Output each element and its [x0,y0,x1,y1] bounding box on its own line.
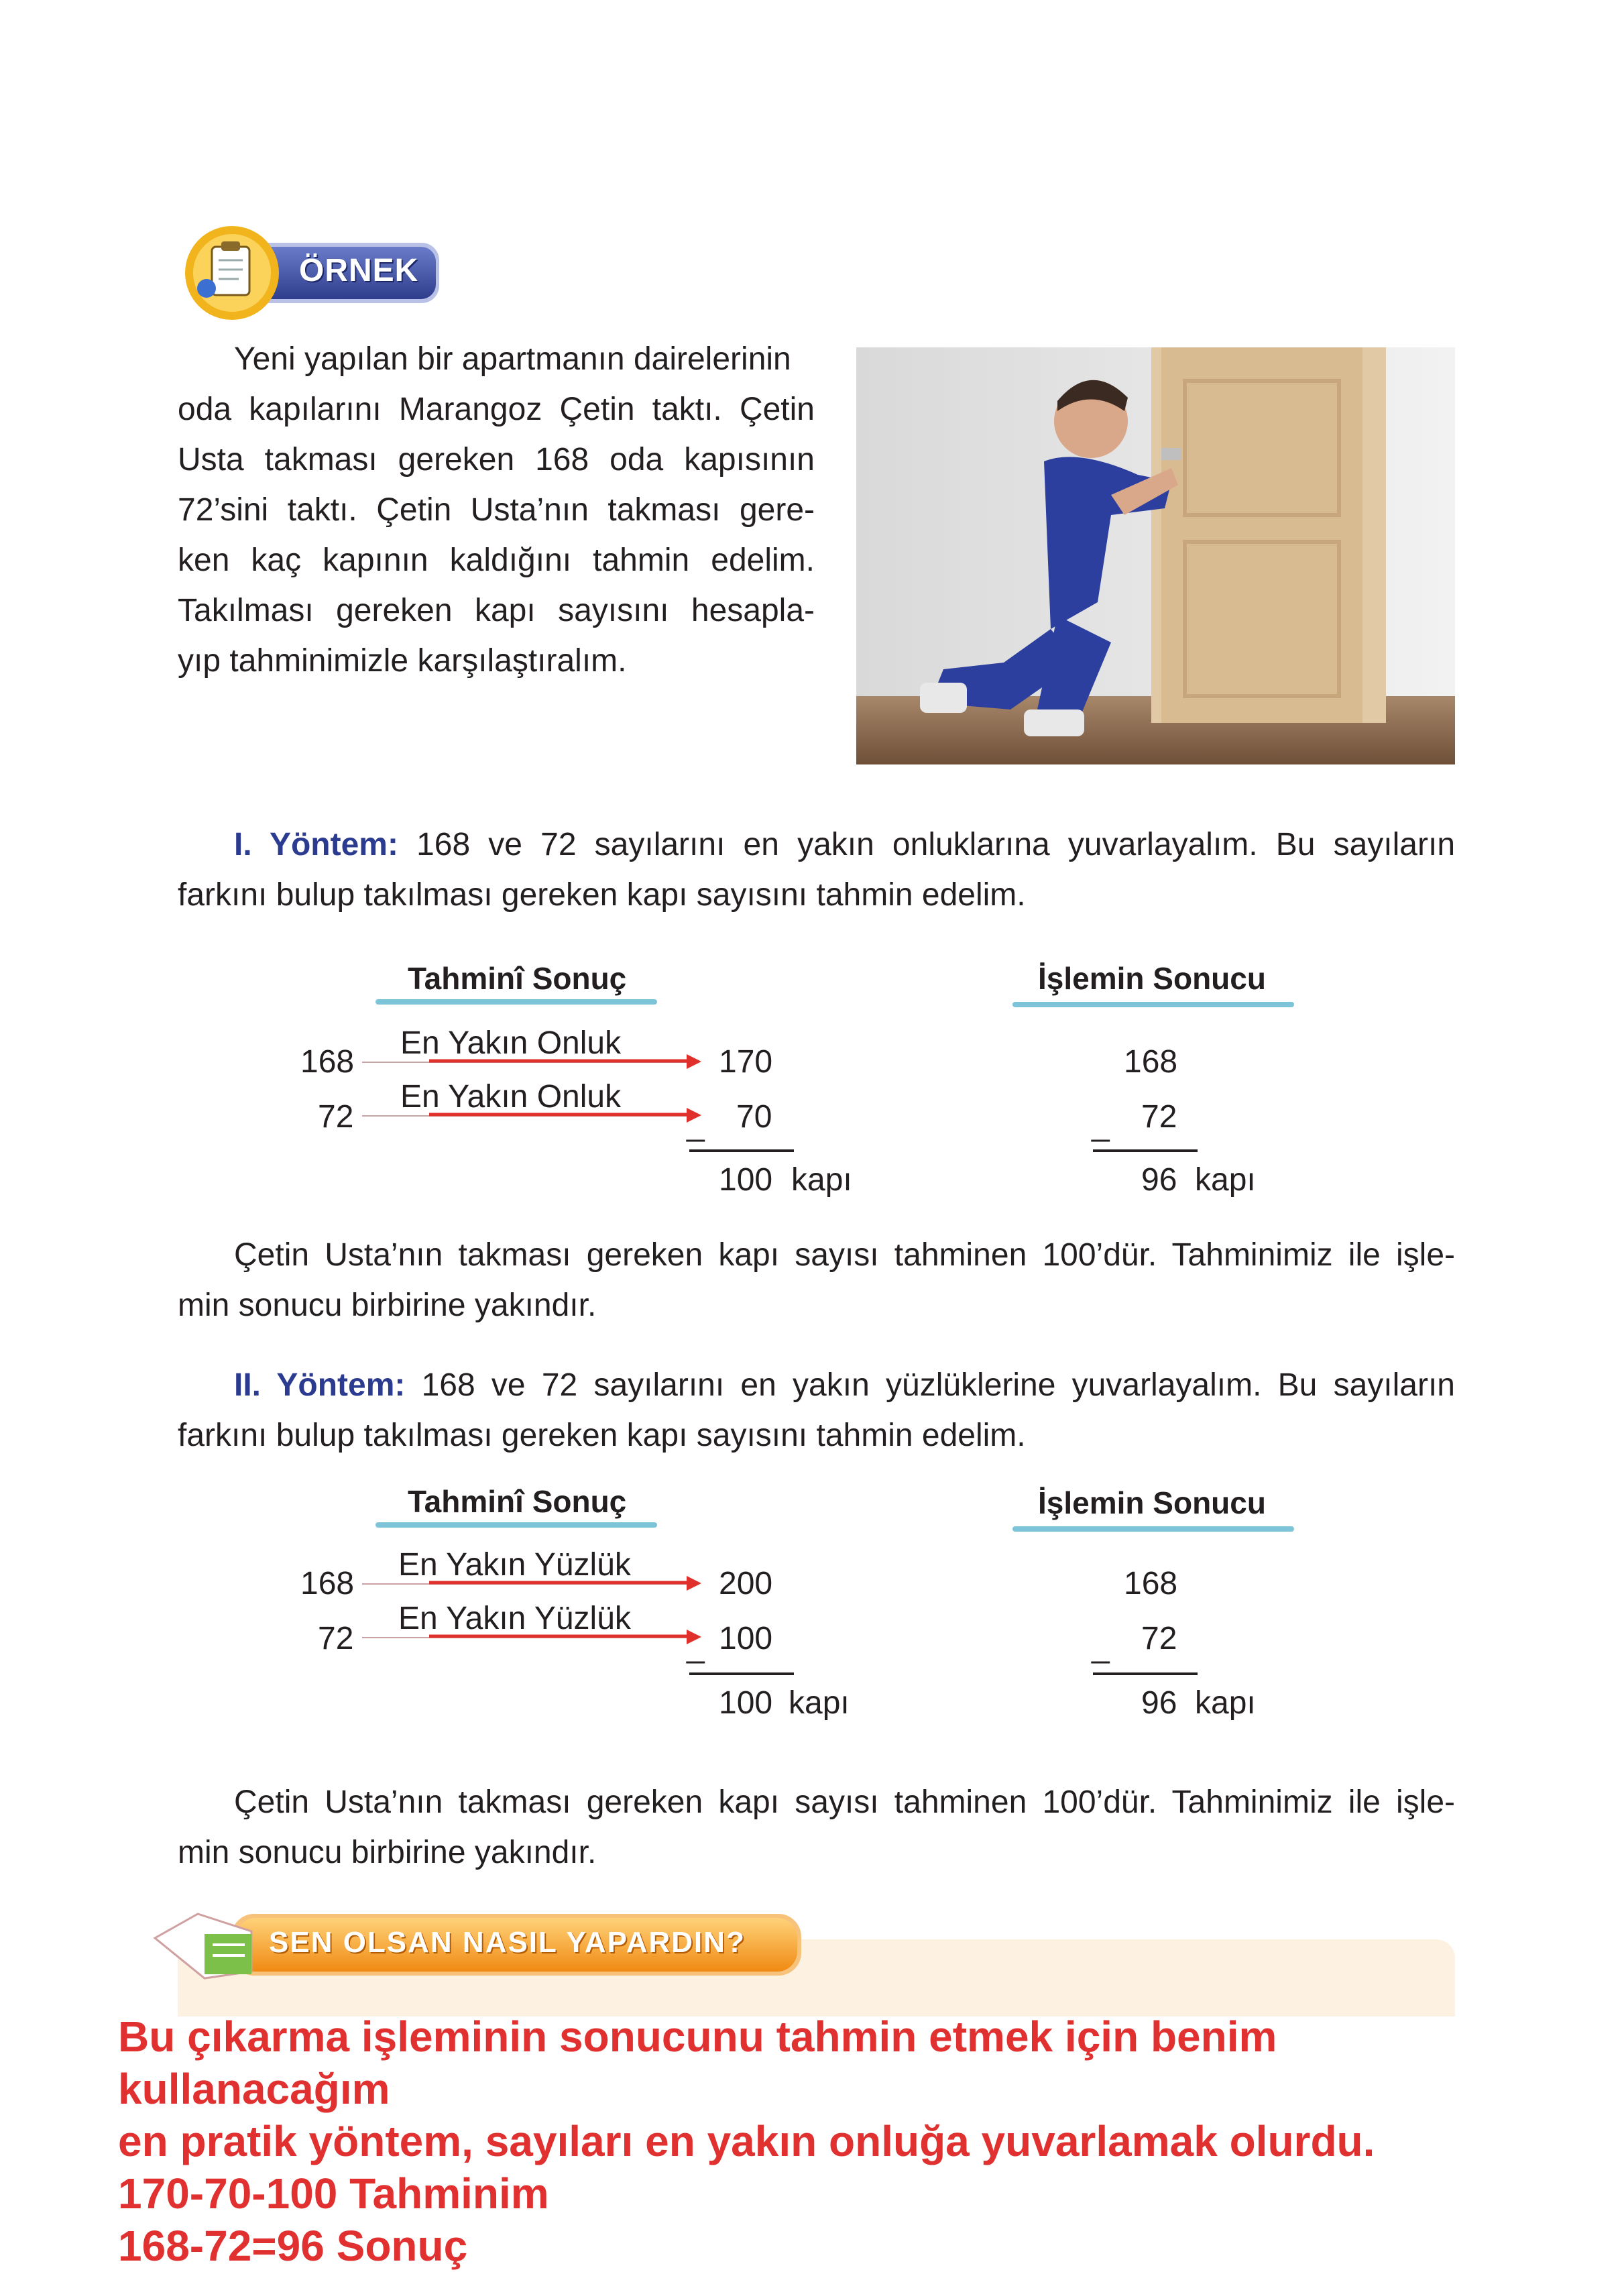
answer-line: 168-72=96 Sonuç [118,2222,468,2270]
method2-arrows [362,1575,704,1648]
method2-conclusion [178,1777,1455,1878]
arrow-icon [362,1108,701,1123]
method2-r1: 200 [719,1566,773,1601]
method1-r2: 70 [736,1099,772,1135]
method2-arrow-label-1: En Yakın Yüzlük [398,1547,631,1583]
method2-estimate-underline [375,1522,657,1528]
prompt-banner [151,1905,808,1985]
intro-paragraph [178,334,815,686]
answer-line: 170-70-100 Tahminim [118,2169,549,2218]
method2-line2: farkını bulup takılması gereken kapı sayısını tahmin edelim. [178,1418,1026,1453]
intro-line: ken kaç kapının kaldığını tahmin edelim. [178,543,815,578]
method2-exact-underline [1012,1526,1294,1532]
method2-estimate-result: 100 [719,1685,773,1721]
method1-estimate-underline [375,999,657,1005]
answer-line: Bu çıkarma işleminin sonucunu tahmin etmek için benim [118,2012,1277,2061]
method1-conclusion-line2: min sonucu birbirine yakındır. [178,1288,597,1323]
method2-e1: 168 [1124,1566,1178,1601]
arrow-icon [362,1630,701,1644]
method1-arrow-label-1: En Yakın Onluk [400,1025,622,1061]
method1-conclusion-line1: Çetin Usta’nın takması gereken kapı sayısı tahminen 100’dür. Tahminimiz ile işle- [234,1237,1455,1273]
method2-minus-est: _ [687,1629,705,1664]
answer-text [118,2010,1560,2270]
method1-e2: 72 [1141,1099,1177,1135]
method1-n2: 72 [318,1099,354,1135]
method1-conclusion [178,1230,1455,1330]
method2-n2: 72 [318,1621,354,1656]
method2-conclusion-line2: min sonucu birbirine yakındır. [178,1835,597,1870]
intro-line: Usta takması gereken 168 oda kapısının [178,442,815,477]
intro-line: Takılması gereken kapı sayısını hesapla- [178,593,815,628]
method2-arrow-label-2: En Yakın Yüzlük [398,1601,631,1636]
method2-line1 [178,1360,1455,1410]
method1-est-line [689,1149,794,1152]
method2-heading: II. Yöntem: [234,1367,406,1403]
method1-minus-est: _ [687,1107,705,1143]
method1-paragraph [178,819,1455,920]
method1-e1: 168 [1124,1044,1178,1080]
method1-line2: farkını bulup takılması gereken kapı sayısını tahmin edelim. [178,877,1026,913]
method1-arrow-label-2: En Yakın Onluk [400,1079,622,1115]
method2-estimate-title: Tahminî Sonuç [408,1484,627,1519]
method1-exact-line [1093,1149,1198,1152]
method1-exact-title: İşlemin Sonucu [1038,961,1266,996]
method2-minus-exact: _ [1092,1629,1110,1664]
method2-exact-result: 96 [1141,1685,1177,1721]
method2-estimate-unit: kapı [789,1685,850,1721]
method1-line1 [178,819,1455,870]
method2-n1: 168 [300,1566,355,1601]
intro-line: Yeni yapılan bir apartmanın dairelerinin [234,341,791,377]
method1-exact-result: 96 [1141,1162,1177,1198]
method1-exact-underline [1012,1002,1294,1007]
method2-e2: 72 [1141,1621,1177,1656]
method1-text: 168 ve 72 sayılarını en yakın onluklarına yuvarlayalım. Bu sayıların [398,827,1456,862]
method2-exact-title: İşlemin Sonucu [1038,1485,1266,1520]
method1-arrows [362,1053,704,1127]
arrow-icon [362,1054,701,1069]
method1-exact-unit: kapı [1195,1162,1256,1198]
method2-paragraph [178,1360,1455,1461]
method2-text: 168 ve 72 sayılarını en yakın yüzlüklerine yuvarlayalım. Bu sayıların [405,1367,1455,1403]
intro-line: 72’sini taktı. Çetin Usta’nın takması gere- [178,492,815,528]
method2-conclusion-line1: Çetin Usta’nın takması gereken kapı sayısı tahminen 100’dür. Tahminimiz ile işle- [234,1784,1455,1820]
method1-estimate-title: Tahminî Sonuç [408,961,627,996]
method1-minus-exact: _ [1092,1107,1110,1143]
method1-heading: I. Yöntem: [234,827,398,862]
intro-line: oda kapılarını Marangoz Çetin taktı. Çetin [178,392,815,427]
method2-exact-line [1093,1672,1198,1675]
method2-r2: 100 [719,1621,773,1656]
prompt-banner-label: SEN OLSAN NASIL YAPARDIN? [269,1926,746,1959]
method1-r1: 170 [719,1044,773,1080]
answer-line: en pratik yöntem, sayıları en yakın onluğa yuvarlamak olurdu. [118,2117,1375,2165]
method1-estimate-result: 100 [719,1162,773,1198]
intro-line: yıp tahminimizle karşılaştıralım. [178,643,627,679]
badge-label: ÖRNEK [299,253,419,288]
method1-estimate-unit: kapı [791,1162,852,1198]
method2-exact-unit: kapı [1195,1685,1256,1721]
answer-line: kullanacağım [118,2065,390,2113]
method1-n1: 168 [300,1044,355,1080]
method2-est-line [689,1672,794,1675]
example-badge [180,221,448,322]
arrow-icon [362,1576,701,1591]
carpenter-photo [856,347,1455,764]
